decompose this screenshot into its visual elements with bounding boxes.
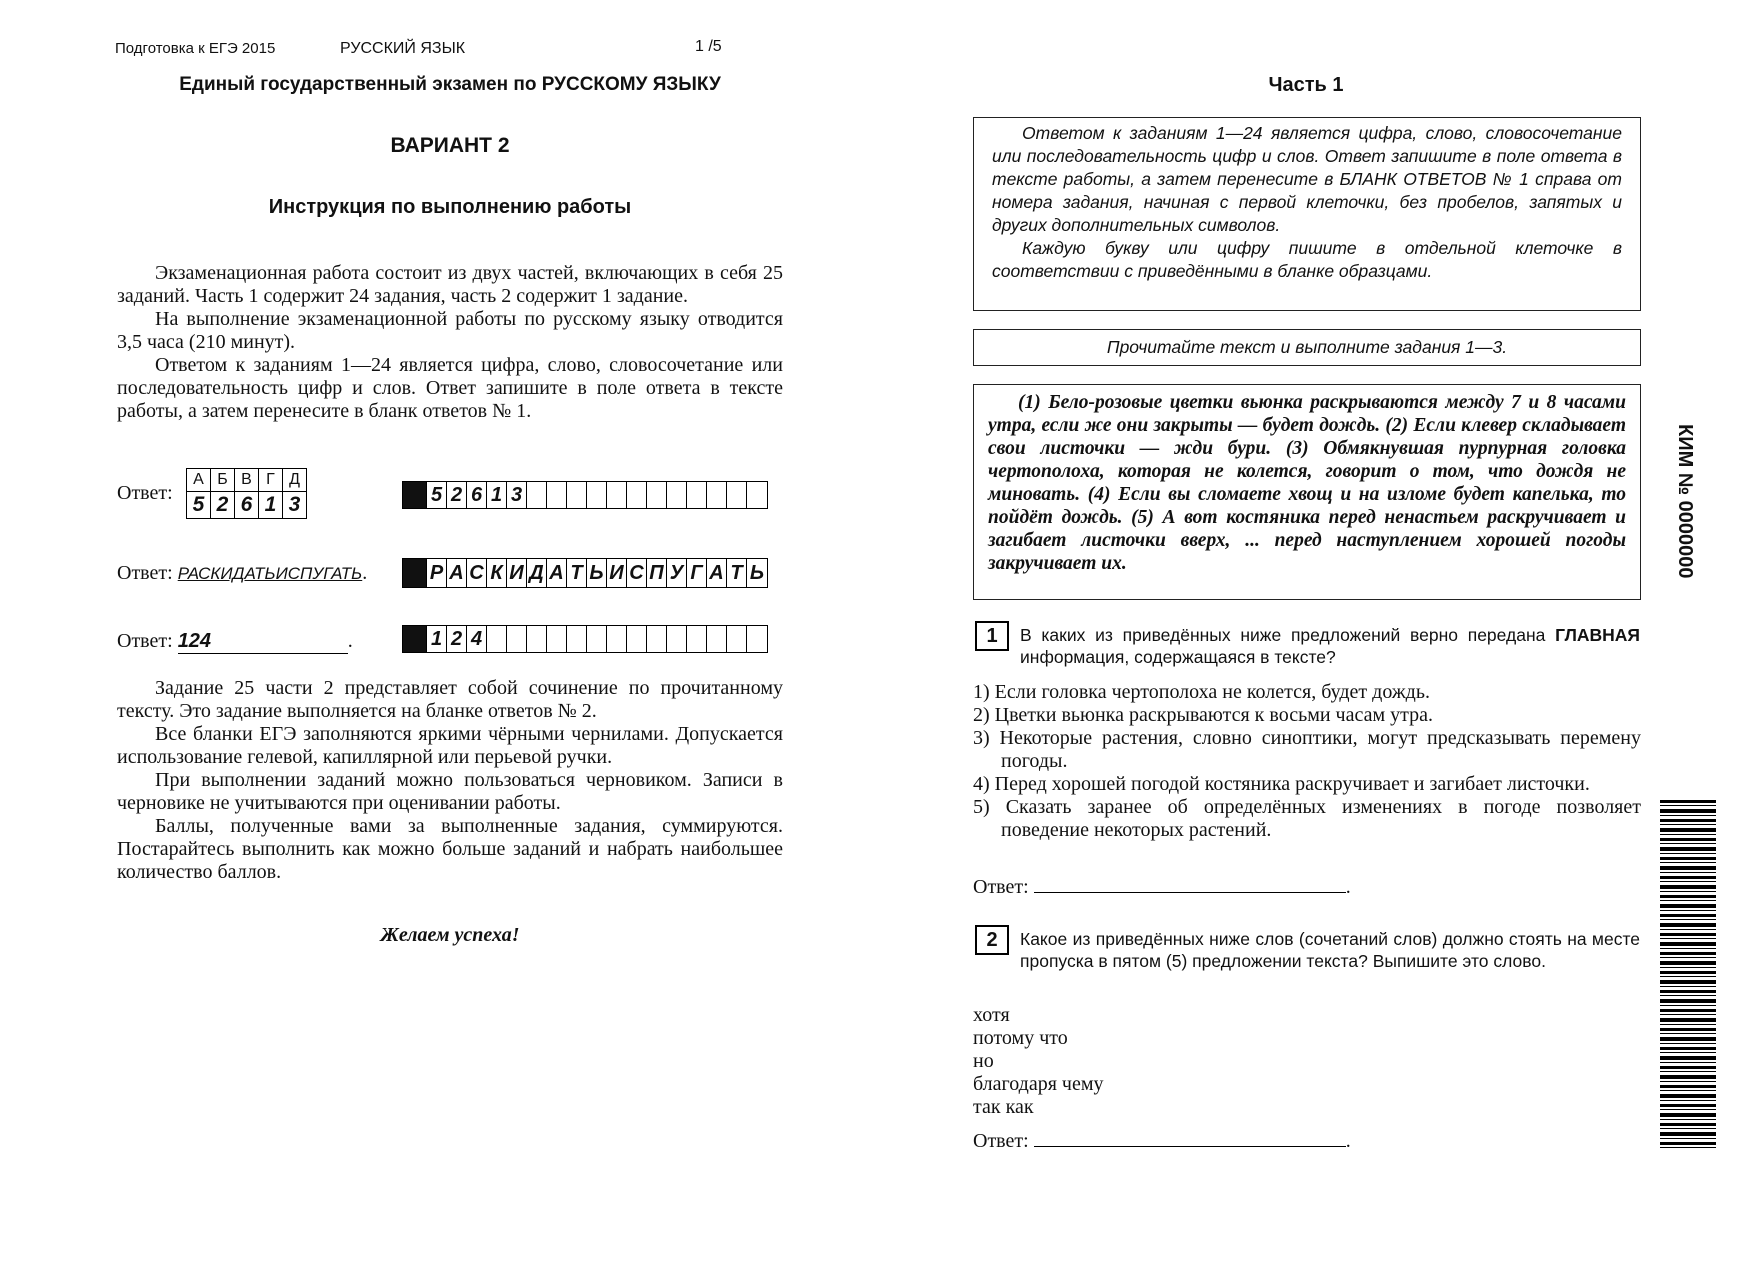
example2-strip — [402, 558, 768, 588]
question-1-options — [973, 681, 1641, 842]
instruction-title: Инструкция по выполнению работы — [268, 196, 632, 218]
strip-marker — [403, 482, 427, 508]
strip-cell — [747, 626, 767, 652]
word-option: но — [973, 1050, 994, 1072]
wish-text: Желаем успеха! — [380, 924, 520, 946]
doc-title: Единый государственный экзамен по РУССКОМУ ЯЗЫКУ — [179, 74, 721, 95]
kim-number: КИМ № 0000000 — [1674, 424, 1696, 579]
example1-table — [186, 468, 307, 519]
strip-cell: Г — [687, 559, 707, 587]
strip-cell: С — [627, 559, 647, 587]
answer-option: 5) Сказать заранее об определённых изменениях в погоде позволяет поведение некоторых растений. — [973, 796, 1641, 841]
strip-marker — [403, 559, 427, 587]
question-1-answer[interactable]: Ответ: . — [973, 876, 1351, 898]
example2-word: РАСКИДАТЬИСПУГАТЬ — [177, 564, 363, 583]
header-prep: Подготовка к ЕГЭ 2015 — [115, 40, 276, 57]
strip-cell: А — [707, 559, 727, 587]
paragraph: Задание 25 части 2 представляет собой сочинение по прочитанному тексту. Это задание выполняется на бланке ответов № 2. — [117, 677, 783, 722]
strip-cell — [527, 482, 547, 508]
paragraph: На выполнение экзаменационной работы по русскому языку отводится 3,5 часа (210 минут). — [117, 308, 783, 353]
paragraph: Ответом к заданиям 1—24 является цифра, слово, словосочетание или последовательность цифр и слов. Ответ запишите в поле ответа в тексте работы, а затем перенесите в бланк ответов № 1. — [117, 354, 783, 422]
strip-cell — [727, 482, 747, 508]
strip-cell: Д — [527, 559, 547, 587]
answer-option: 2) Цветки вьюнка раскрываются к восьми часам утра. — [973, 704, 1433, 726]
question-2-words — [973, 1004, 1104, 1119]
example2-answer: Ответ: РАСКИДАТЬИСПУГАТЬ. — [117, 562, 368, 584]
page-number: 1 /5 — [695, 38, 722, 55]
table-value-cell: 3 — [288, 493, 301, 516]
strip-cell — [627, 482, 647, 508]
strip-cell — [687, 626, 707, 652]
word-option: потому что — [973, 1027, 1068, 1049]
instruction-box — [973, 117, 1641, 311]
question-1-text: В каких из приведённых ниже предложений верно передана ГЛАВНАЯ информация, содержащаяся в тексте? — [1020, 625, 1640, 667]
read-text-box: Прочитайте текст и выполните задания 1—3. — [973, 329, 1641, 366]
strip-cell: Ь — [749, 561, 765, 584]
instruction-box-text: Ответом к заданиям 1—24 является цифра, слово, словосочетание или последовательность цифр и слов. Ответ запишите в поле ответа в тексте работы, а затем перенесите в БЛАНК ОТВЕТОВ № 1 справа от номера задания, начиная с первой клеточки, без пробелов, запятых и других дополнительных символов. — [992, 123, 1622, 235]
strip-cell — [607, 626, 627, 652]
strip-cell — [567, 626, 587, 652]
table-header-cell: Г — [259, 469, 283, 491]
strip-cell: У — [667, 559, 687, 587]
word-option: благодаря чему — [973, 1073, 1104, 1095]
table-header-cell: В — [235, 469, 259, 491]
barcode-image — [1660, 800, 1716, 1150]
example1-label: Ответ: — [117, 482, 173, 504]
strip-cell — [507, 626, 527, 652]
answer-option: 3) Некоторые растения, словно синоптики, могут предсказывать перемену погоды. — [973, 727, 1641, 772]
strip-cell — [547, 482, 567, 508]
instructions-block — [117, 262, 783, 423]
strip-cell — [707, 482, 727, 508]
strip-cell: 2 — [447, 626, 467, 652]
table-header-cell: Д — [289, 471, 300, 488]
strip-cell: 4 — [467, 626, 487, 652]
strip-cell — [587, 626, 607, 652]
strip-cell — [687, 482, 707, 508]
example1-strip — [402, 481, 768, 509]
strip-cell — [727, 626, 747, 652]
table-value-cell: 6 — [235, 492, 259, 518]
example3-strip — [402, 625, 768, 653]
strip-cell: 1 — [487, 482, 507, 508]
strip-cell — [607, 482, 627, 508]
strip-cell: 6 — [467, 482, 487, 508]
example3-answer: Ответ: 124 . — [117, 630, 353, 652]
example2-label: Ответ: — [117, 562, 173, 584]
strip-cell — [667, 626, 687, 652]
strip-cell — [707, 626, 727, 652]
table-header-cell: А — [187, 469, 211, 491]
paragraph: При выполнении заданий можно пользоваться черновиком. Записи в черновике не учитываются при оценивании работы. — [117, 769, 783, 814]
strip-cell: Р — [427, 559, 447, 587]
strip-cell — [627, 626, 647, 652]
task-number-2: 2 — [975, 925, 1009, 955]
strip-cell: 1 — [427, 626, 447, 652]
strip-cell — [647, 626, 667, 652]
strip-cell: И — [507, 559, 527, 587]
table-value-cell: 2 — [211, 492, 235, 518]
paragraph: Экзаменационная работа состоит из двух частей, включающих в себя 25 заданий. Часть 1 содержит 24 задания, часть 2 содержит 1 задание. — [117, 262, 783, 307]
strip-cell: Ь — [587, 559, 607, 587]
word-option: так как — [973, 1096, 1034, 1118]
strip-cell: Т — [567, 559, 587, 587]
strip-cell — [547, 626, 567, 652]
table-value-cell: 1 — [259, 492, 283, 518]
strip-cell: А — [447, 559, 467, 587]
strip-cell: И — [607, 559, 627, 587]
paragraph: Баллы, полученные вами за выполненные задания, суммируются. Постарайтесь выполнить как можно больше заданий и набрать наибольшее количество баллов. — [117, 815, 783, 883]
strip-cell — [527, 626, 547, 652]
word-option: хотя — [973, 1004, 1010, 1026]
strip-cell — [487, 626, 507, 652]
strip-cell — [587, 482, 607, 508]
strip-marker — [403, 626, 427, 652]
paragraph: Все бланки ЕГЭ заполняются яркими чёрными чернилами. Допускается использование гелевой, капиллярной или перьевой ручки. — [117, 723, 783, 768]
reading-text-box: (1) Бело-розовые цветки вьюнка раскрываются между 7 и 8 часами утра, если же они закрыты — будет дождь. (2) Если клевер складывает свои листочки — жди бури. (3) Обмякнувшая пурпурная головка чертополоха, которая не колется, говорит о том, что дождя не миновать. (4) Если вы сломаете хвощ и на изломе будет капелька, то пойдёт дождь. (5) А вот костяника перед ненастьем раскручивает и загибает листочки вверх, ... перед наступлением хорошей погоды закручивает их. — [973, 384, 1641, 600]
answer-option: 4) Перед хорошей погодой костяника раскручивает и загибает листочки. — [973, 773, 1590, 795]
strip-cell: 5 — [427, 482, 447, 508]
question-2-answer[interactable]: Ответ: . — [973, 1130, 1351, 1152]
strip-cell — [567, 482, 587, 508]
strip-cell: Т — [727, 559, 747, 587]
part-title: Часть 1 — [1268, 74, 1344, 96]
strip-cell: А — [547, 559, 567, 587]
strip-cell: К — [487, 559, 507, 587]
strip-cell — [667, 482, 687, 508]
header-subject: РУССКИЙ ЯЗЫК — [340, 40, 466, 57]
table-header-cell: Б — [211, 469, 235, 491]
strip-cell: 3 — [507, 482, 527, 508]
example3-value: 124 — [178, 630, 348, 654]
variant-title: ВАРИАНТ 2 — [390, 134, 510, 157]
strip-cell — [747, 482, 767, 508]
instruction-box-text-2: Каждую букву или цифру пишите в отдельной клеточке в соответствии с приведёнными в бланке образцами. — [992, 238, 1622, 281]
strip-cell — [647, 482, 667, 508]
task-number-1: 1 — [975, 621, 1009, 651]
strip-cell: С — [467, 559, 487, 587]
strip-cell: П — [647, 559, 667, 587]
answer-option: 1) Если головка чертополоха не колется, будет дождь. — [973, 681, 1430, 703]
strip-cell: 2 — [447, 482, 467, 508]
example3-label: Ответ: — [117, 630, 173, 652]
question-2-text: Какое из приведённых ниже слов (сочетаний слов) должно стоять на месте пропуска в пятом (5) предложении текста? Выпишите это слово. — [1020, 929, 1640, 971]
instructions-block-2 — [117, 677, 783, 884]
table-value-cell: 5 — [187, 492, 211, 518]
